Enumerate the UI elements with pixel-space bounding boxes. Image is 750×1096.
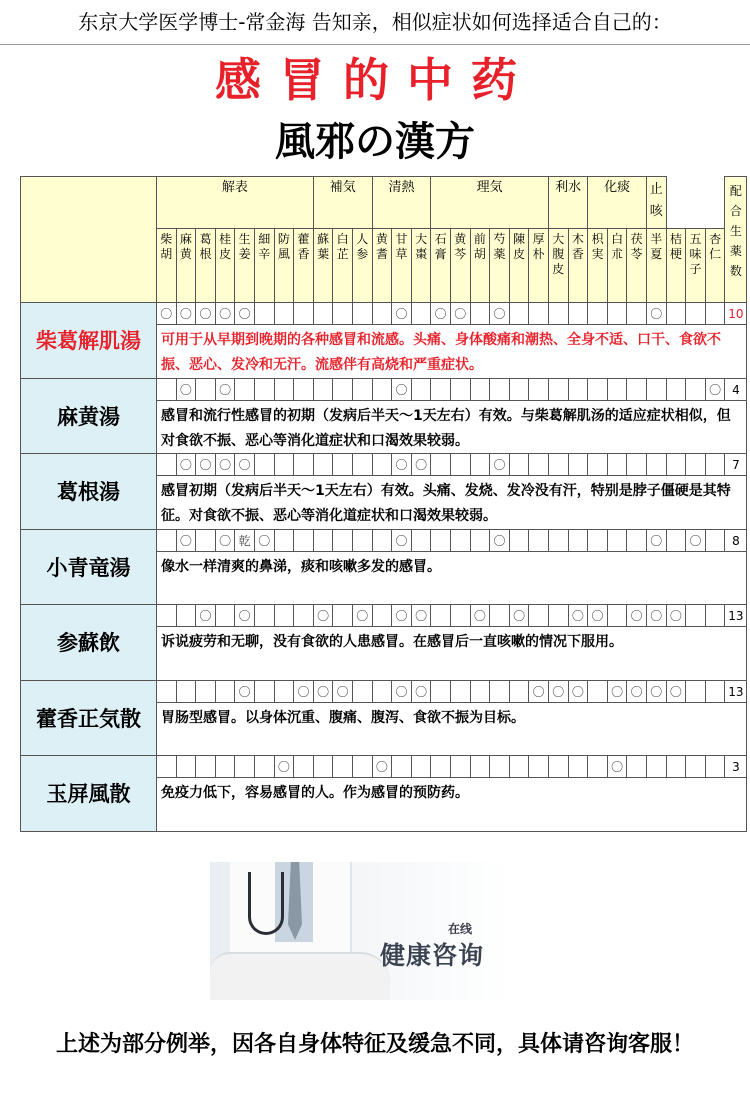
herb-mark-cell — [528, 529, 549, 552]
herb-mark-cell — [607, 453, 628, 476]
herb-mark-cell — [156, 378, 177, 401]
herb-mark: 〇 — [391, 453, 412, 476]
herb-mark: 〇 — [509, 604, 530, 627]
herb-mark-cell — [528, 604, 549, 627]
group-header: 止咳 — [646, 176, 667, 229]
herb-mark-cell — [372, 453, 393, 476]
herb-mark: 〇 — [372, 755, 393, 778]
group-header: 理気 — [430, 176, 549, 229]
herb-header: 柴胡 — [156, 228, 177, 303]
herb-mark-cell — [411, 378, 432, 401]
herb-mark-cell — [489, 680, 510, 703]
herb-header: 生姜 — [234, 228, 255, 303]
herb-mark-cell — [176, 604, 197, 627]
herb-mark-cell — [528, 755, 549, 778]
herb-header: 桂皮 — [215, 228, 236, 303]
herb-mark-cell — [176, 755, 197, 778]
herb-mark-cell — [156, 453, 177, 476]
page-header: 东京大学医学博士-常金海 告知亲，相似症状如何选择适合自己的： — [78, 10, 672, 34]
herb-header: 桔梗 — [666, 228, 687, 303]
herb-mark: 〇 — [234, 680, 255, 703]
herb-mark-cell — [293, 453, 314, 476]
herb-header: 藿香 — [293, 228, 314, 303]
herb-mark: 〇 — [391, 680, 412, 703]
herb-mark-cell — [626, 453, 647, 476]
herb-mark-cell — [430, 529, 451, 552]
herb-header: 木香 — [568, 228, 589, 303]
herb-mark-cell — [685, 302, 706, 325]
herb-mark: 〇 — [646, 680, 667, 703]
herb-mark-cell — [587, 453, 608, 476]
herb-mark-cell — [548, 302, 569, 325]
herb-header: 麻黄 — [176, 228, 197, 303]
herb-mark-cell — [372, 529, 393, 552]
herb-mark: 〇 — [195, 453, 216, 476]
herb-mark: 〇 — [254, 529, 275, 552]
count-header: 配合生薬数 — [724, 176, 747, 303]
herb-mark-cell — [372, 604, 393, 627]
herb-mark: 〇 — [626, 604, 647, 627]
herb-mark-cell — [705, 604, 726, 627]
herb-mark-cell — [332, 453, 353, 476]
herb-mark-cell — [352, 302, 373, 325]
herb-header: 防風 — [274, 228, 295, 303]
herb-mark-cell — [372, 680, 393, 703]
herb-mark-cell — [509, 302, 530, 325]
header-divider — [0, 44, 750, 45]
herb-mark-cell — [705, 453, 726, 476]
formula-name: 参蘇飲 — [20, 604, 157, 681]
herb-mark-cell — [254, 453, 275, 476]
herb-mark-cell — [274, 529, 295, 552]
herb-mark-cell — [313, 378, 334, 401]
herb-mark-cell — [528, 453, 549, 476]
formula-name: 麻黄湯 — [20, 378, 157, 455]
herb-mark: 〇 — [587, 604, 608, 627]
herb-mark-cell — [313, 529, 334, 552]
herb-mark: 〇 — [391, 302, 412, 325]
herb-mark-cell — [587, 755, 608, 778]
herb-count: 13 — [724, 680, 747, 703]
herb-header: 細辛 — [254, 228, 275, 303]
herb-mark-cell — [352, 755, 373, 778]
herb-mark: 〇 — [430, 302, 451, 325]
herb-mark-cell — [195, 378, 216, 401]
herb-mark-cell — [352, 529, 373, 552]
herb-count: 7 — [724, 453, 747, 476]
herb-mark-cell — [411, 302, 432, 325]
herb-mark-cell — [450, 529, 471, 552]
herb-mark: 〇 — [411, 453, 432, 476]
herb-mark: 〇 — [215, 453, 236, 476]
herb-mark-cell — [332, 604, 353, 627]
herb-mark-cell — [509, 529, 530, 552]
herb-count: 3 — [724, 755, 747, 778]
herb-mark: 〇 — [646, 302, 667, 325]
herb-header: 半夏 — [646, 228, 667, 303]
herb-mark: 〇 — [685, 529, 706, 552]
herb-mark-cell — [450, 453, 471, 476]
herb-mark: 〇 — [646, 529, 667, 552]
herb-mark-cell — [607, 529, 628, 552]
herb-mark-cell — [646, 755, 667, 778]
formula-name: 葛根湯 — [20, 453, 157, 530]
herb-mark: 〇 — [156, 302, 177, 325]
herb-mark-cell — [352, 453, 373, 476]
herb-mark: 〇 — [176, 378, 197, 401]
herb-mark-cell — [705, 302, 726, 325]
herb-mark-cell — [430, 604, 451, 627]
herb-mark: 〇 — [391, 529, 412, 552]
herb-mark-cell — [215, 604, 236, 627]
herb-mark-cell — [254, 378, 275, 401]
herb-header: 白芷 — [332, 228, 353, 303]
formula-description: 胃肠型感冒。以身体沉重、腹痛、腹泻、食欲不振为目标。 — [156, 702, 747, 757]
herb-mark-cell — [195, 529, 216, 552]
herb-mark-cell — [587, 302, 608, 325]
herb-mark-cell — [509, 680, 530, 703]
herb-mark-cell — [568, 453, 589, 476]
formula-name: 柴葛解肌湯 — [20, 302, 157, 379]
herb-mark-cell — [254, 680, 275, 703]
formula-description: 像水一样清爽的鼻涕，痰和咳嗽多发的感冒。 — [156, 551, 747, 606]
herb-mark-cell — [274, 604, 295, 627]
herb-mark-cell — [705, 755, 726, 778]
herb-mark: 〇 — [646, 604, 667, 627]
herb-mark-cell — [548, 529, 569, 552]
herb-header: 蘇葉 — [313, 228, 334, 303]
title-chinese: 感冒的中药 — [215, 53, 535, 107]
herb-mark-cell — [372, 378, 393, 401]
herb-mark-cell — [391, 755, 412, 778]
group-header: 補気 — [313, 176, 373, 229]
herb-header: 前胡 — [470, 228, 491, 303]
herb-mark: 〇 — [234, 302, 255, 325]
group-header: 清熱 — [372, 176, 432, 229]
consultation-banner[interactable] — [210, 862, 510, 1000]
herb-mark-cell — [254, 302, 275, 325]
herb-mark: 〇 — [548, 680, 569, 703]
herb-mark-cell — [234, 378, 255, 401]
herb-mark-cell — [489, 378, 510, 401]
herb-mark: 〇 — [568, 604, 589, 627]
herb-mark: 〇 — [293, 680, 314, 703]
herb-header: 白朮 — [607, 228, 628, 303]
herb-mark-cell — [411, 529, 432, 552]
herb-mark-cell — [293, 302, 314, 325]
herb-mark-cell — [332, 755, 353, 778]
herb-header: 五味子 — [685, 228, 706, 303]
herb-mark-cell — [509, 453, 530, 476]
herb-mark-cell — [176, 680, 197, 703]
herb-mark-cell — [528, 378, 549, 401]
herb-mark-cell — [156, 755, 177, 778]
herb-mark: 〇 — [391, 604, 412, 627]
herb-mark-cell — [470, 755, 491, 778]
herb-mark-cell — [293, 378, 314, 401]
herb-mark-cell — [548, 453, 569, 476]
herb-mark-cell — [568, 755, 589, 778]
herb-mark: 〇 — [568, 680, 589, 703]
formula-description: 可用于从早期到晚期的各种感冒和流感。头痛、身体酸痛和潮热、全身不适、口干、食欲不振、恶心、发冷和无汗。流感伴有高烧和严重症状。 — [156, 324, 747, 379]
herb-mark-cell — [685, 755, 706, 778]
herb-mark-cell — [156, 604, 177, 627]
herb-mark-cell — [195, 680, 216, 703]
herb-mark-cell — [705, 529, 726, 552]
herb-mark-cell — [215, 680, 236, 703]
herb-mark-cell — [332, 302, 353, 325]
formula-description: 诉说疲劳和无聊，没有食欲的人患感冒。在感冒后一直咳嗽的情况下服用。 — [156, 626, 747, 681]
herb-mark-cell — [430, 680, 451, 703]
group-header: 化痰 — [587, 176, 647, 229]
herb-mark: 〇 — [666, 604, 687, 627]
herb-mark-cell — [509, 755, 530, 778]
herb-mark-cell — [489, 604, 510, 627]
formula-name: 小青竜湯 — [20, 529, 157, 606]
herb-mark-cell — [195, 755, 216, 778]
herb-mark: 〇 — [215, 529, 236, 552]
herb-mark: 〇 — [195, 604, 216, 627]
banner-online-label: 在线 — [448, 922, 473, 936]
group-header: 解表 — [156, 176, 314, 229]
herb-count: 8 — [724, 529, 747, 552]
footer-note: 上述为部分例举，因各自身体特征及缓急不同，具体请咨询客服！ — [55, 1031, 694, 1057]
herb-mark-cell — [274, 302, 295, 325]
herb-mark: 〇 — [411, 604, 432, 627]
herb-mark-cell — [568, 378, 589, 401]
formula-description: 感冒初期（发病后半天～1天左右）有效。头痛、发烧、发冷没有汗，特别是脖子僵硬是其特征。对食欲不振、恶心等消化道症状和口渴效果较弱。 — [156, 475, 747, 530]
herb-mark: 〇 — [313, 680, 334, 703]
herb-mark-cell — [607, 604, 628, 627]
herb-count: 4 — [724, 378, 747, 401]
herb-header: 大棗 — [411, 228, 432, 303]
herb-mark-cell — [705, 680, 726, 703]
herb-mark: 〇 — [352, 604, 373, 627]
herb-header: 石膏 — [430, 228, 451, 303]
herb-mark-cell — [274, 378, 295, 401]
formula-description: 免疫力低下，容易感冒的人。作为感冒的预防药。 — [156, 777, 747, 832]
herb-mark: 〇 — [489, 302, 510, 325]
herb-mark-cell — [430, 378, 451, 401]
herb-header: 葛根 — [195, 228, 216, 303]
herb-mark: 〇 — [666, 680, 687, 703]
herb-header: 黄耆 — [372, 228, 393, 303]
herb-mark-cell — [156, 680, 177, 703]
herb-mark-cell — [607, 378, 628, 401]
herb-count: 13 — [724, 604, 747, 627]
herb-mark-cell — [626, 755, 647, 778]
herb-mark-cell — [293, 529, 314, 552]
herb-mark-cell — [313, 453, 334, 476]
herb-mark-cell — [528, 302, 549, 325]
herb-mark-cell — [489, 755, 510, 778]
herb-mark-cell — [470, 378, 491, 401]
herb-mark-cell — [254, 604, 275, 627]
herb-mark: 〇 — [176, 529, 197, 552]
herb-mark-cell — [509, 378, 530, 401]
herb-header: 杏仁 — [705, 228, 726, 303]
herb-mark: 〇 — [274, 755, 295, 778]
herb-mark-cell — [411, 755, 432, 778]
stethoscope-icon — [248, 872, 284, 935]
herb-mark: 〇 — [489, 529, 510, 552]
herb-header: 大腹皮 — [548, 228, 569, 303]
herb-mark-special: 乾 — [234, 529, 255, 552]
herb-mark-cell — [450, 680, 471, 703]
formula-name: 玉屏風散 — [20, 755, 157, 832]
herb-mark: 〇 — [626, 680, 647, 703]
herb-mark-cell — [587, 529, 608, 552]
herb-mark-cell — [646, 378, 667, 401]
herb-mark: 〇 — [391, 378, 412, 401]
herb-mark-cell — [548, 604, 569, 627]
herb-mark: 〇 — [234, 604, 255, 627]
herb-mark-cell — [685, 680, 706, 703]
herb-mark-cell — [254, 755, 275, 778]
herb-mark: 〇 — [234, 453, 255, 476]
herb-mark: 〇 — [489, 453, 510, 476]
herb-mark-cell — [332, 378, 353, 401]
herb-mark-cell — [626, 529, 647, 552]
herb-mark-cell — [450, 755, 471, 778]
herb-mark-cell — [548, 378, 569, 401]
herb-mark-cell — [274, 680, 295, 703]
herb-mark-cell — [352, 378, 373, 401]
herb-mark: 〇 — [450, 302, 471, 325]
banner-consult-label: 健康咨询 — [380, 941, 485, 970]
herb-mark-cell — [274, 453, 295, 476]
herb-mark-cell — [685, 378, 706, 401]
herb-mark-cell — [548, 755, 569, 778]
herb-mark: 〇 — [176, 453, 197, 476]
herb-mark-cell — [470, 680, 491, 703]
herb-mark: 〇 — [528, 680, 549, 703]
doctor-arms-image — [210, 952, 390, 1000]
herb-mark-cell — [215, 755, 236, 778]
herb-mark-cell — [234, 755, 255, 778]
herb-mark-cell — [313, 755, 334, 778]
herb-header: 人参 — [352, 228, 373, 303]
herb-mark: 〇 — [195, 302, 216, 325]
herb-header: 厚朴 — [528, 228, 549, 303]
herb-mark-cell — [156, 529, 177, 552]
herb-mark-cell — [666, 378, 687, 401]
herb-mark: 〇 — [215, 302, 236, 325]
herb-mark-cell — [626, 378, 647, 401]
herb-mark-cell — [587, 680, 608, 703]
herb-mark-cell — [313, 302, 334, 325]
herb-mark-cell — [430, 453, 451, 476]
herb-mark-cell — [352, 680, 373, 703]
title-japanese: 風邪の漢方 — [275, 119, 475, 165]
herb-mark-cell — [666, 453, 687, 476]
herb-mark-cell — [568, 529, 589, 552]
herb-mark-cell — [666, 755, 687, 778]
herb-mark-cell — [293, 604, 314, 627]
herb-mark-cell — [666, 302, 687, 325]
herb-mark: 〇 — [607, 680, 628, 703]
herb-mark-cell — [450, 604, 471, 627]
herb-mark-cell — [646, 453, 667, 476]
herb-mark-cell — [470, 529, 491, 552]
herb-mark-cell — [685, 604, 706, 627]
herb-mark-cell — [450, 378, 471, 401]
herb-mark-cell — [666, 529, 687, 552]
table-corner — [20, 176, 157, 303]
herb-mark-cell — [293, 755, 314, 778]
herb-mark: 〇 — [470, 604, 491, 627]
herb-mark-cell — [470, 302, 491, 325]
herb-mark-cell — [685, 453, 706, 476]
herb-mark-cell — [470, 453, 491, 476]
herb-header: 茯苓 — [626, 228, 647, 303]
herb-header: 枳実 — [587, 228, 608, 303]
herb-mark-cell — [332, 529, 353, 552]
herb-mark: 〇 — [176, 302, 197, 325]
herb-count: 10 — [724, 302, 747, 325]
herb-header: 甘草 — [391, 228, 412, 303]
herb-mark-cell — [607, 302, 628, 325]
herb-mark-cell — [372, 302, 393, 325]
formula-description: 感冒和流行性感冒的初期（发病后半天～1天左右）有效。与柴葛解肌汤的适应症状相似，但对食欲不振、恶心等消化道症状和口渴效果较弱。 — [156, 400, 747, 455]
group-header: 利水 — [548, 176, 588, 229]
herb-mark: 〇 — [607, 755, 628, 778]
herb-header: 芍薬 — [489, 228, 510, 303]
herb-header: 黄芩 — [450, 228, 471, 303]
herb-header: 陳皮 — [509, 228, 530, 303]
herb-mark-cell — [626, 302, 647, 325]
herb-mark: 〇 — [313, 604, 334, 627]
herb-mark-cell — [430, 755, 451, 778]
herb-mark: 〇 — [215, 378, 236, 401]
herb-mark: 〇 — [705, 378, 726, 401]
herb-mark-cell — [587, 378, 608, 401]
herb-mark-cell — [568, 302, 589, 325]
formula-name: 藿香正気散 — [20, 680, 157, 757]
herb-mark: 〇 — [411, 680, 432, 703]
herb-mark: 〇 — [332, 680, 353, 703]
